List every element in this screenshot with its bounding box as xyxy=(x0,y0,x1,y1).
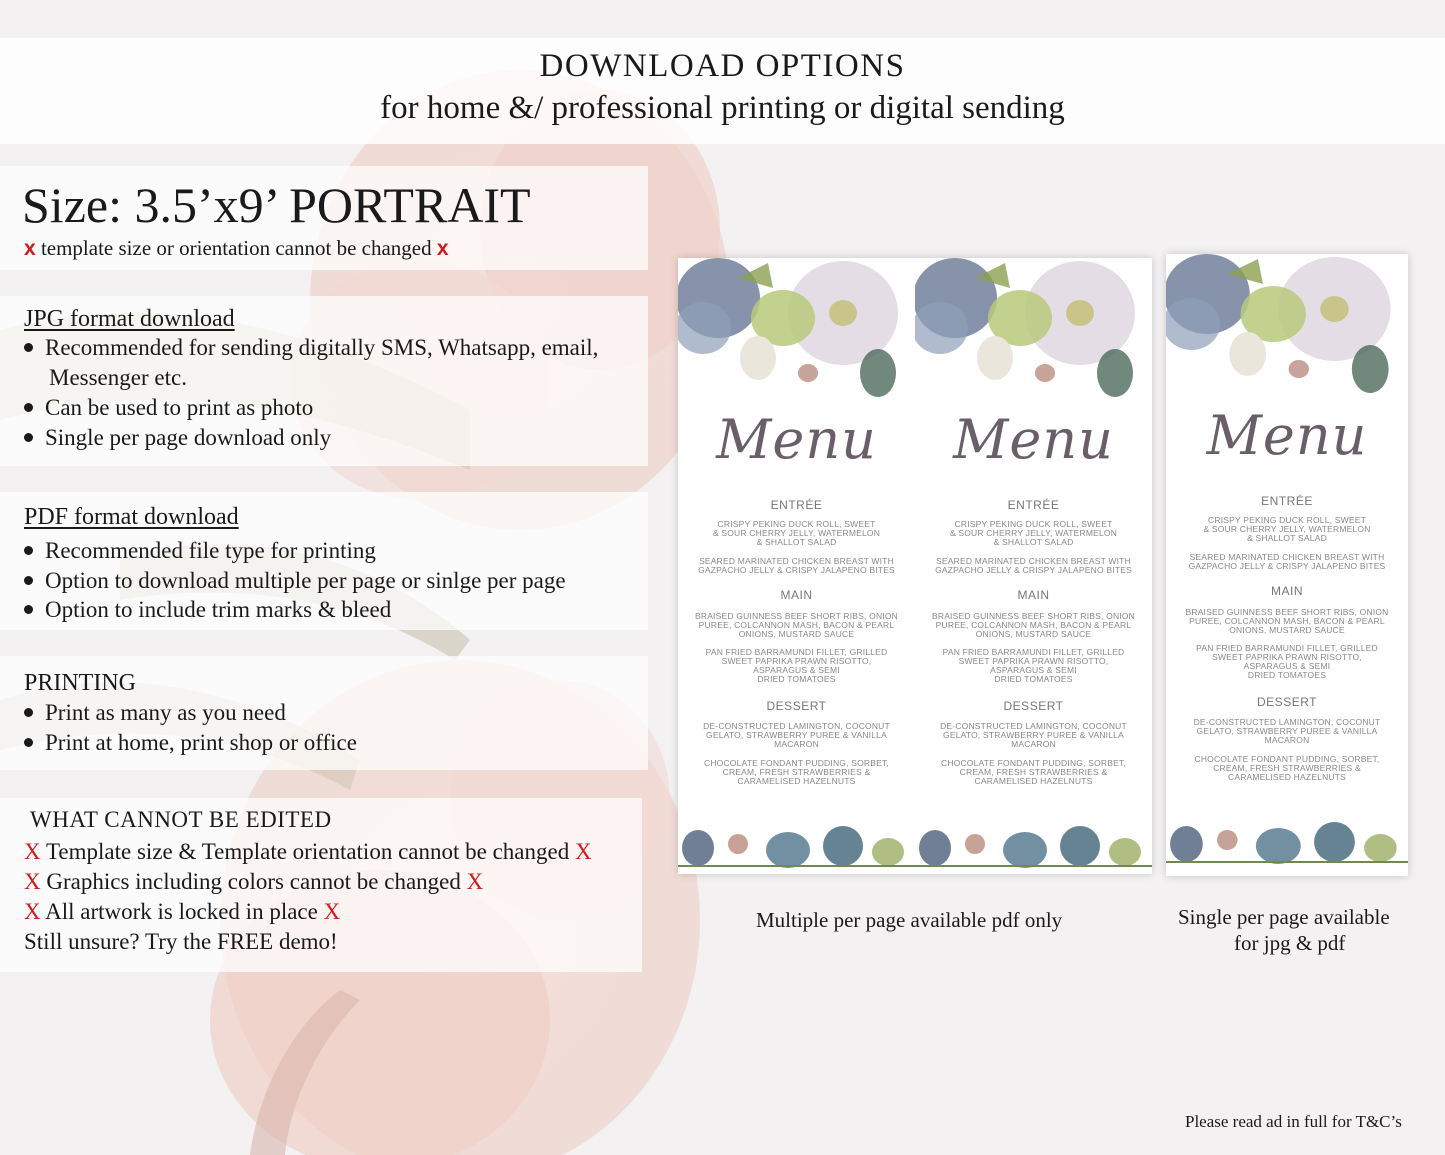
list-item: Single per page download only xyxy=(24,425,331,451)
bullet-icon xyxy=(24,403,33,412)
bullet-icon xyxy=(24,546,33,555)
menu-item-line: CRISPY PEKING DUCK ROLL, SWEET xyxy=(954,519,1113,529)
menu-item-line: ASPARAGUS & SEMI xyxy=(1243,661,1331,671)
terms-footnote: Please read ad in full for T&C’s xyxy=(1185,1112,1402,1131)
menu-item-line: PUREE, COLCANNON MASH, BACON & PEARL xyxy=(1189,616,1385,626)
floral-bottom-illustration xyxy=(1166,812,1408,868)
red-x-icon: X xyxy=(24,839,41,864)
single-caption-line-1: Single per page available xyxy=(1178,905,1390,929)
menu-item-line: PAN FRIED BARRAMUNDI FILLET, GRILLED xyxy=(705,647,888,657)
menu-item-line: GELATO, STRAWBERRY PUREE & VANILLA xyxy=(706,730,887,740)
red-x-icon: X xyxy=(24,899,41,924)
size-title: Size: 3.5’x9’ PORTRAIT xyxy=(22,177,531,233)
menu-item-line: ASPARAGUS & SEMI xyxy=(753,665,840,675)
menu-script-title: Menu xyxy=(716,408,877,471)
list-item: Messenger etc. xyxy=(49,365,187,390)
menu-section-entree: ENTRÉE xyxy=(1261,494,1313,508)
single-caption-line-2: for jpg & pdf xyxy=(1234,931,1346,955)
menu-item-line: MACARON xyxy=(1264,735,1310,745)
printing-heading: PRINTING xyxy=(24,670,136,696)
menu-card xyxy=(915,258,1152,874)
red-x-icon: X xyxy=(574,839,592,864)
list-item: Print as many as you need xyxy=(24,700,286,726)
menu-item-line: SWEET PAPRIKA PRAWN RISOTTO, xyxy=(721,656,872,666)
menu-item-line: SWEET PAPRIKA PRAWN RISOTTO, xyxy=(1212,652,1362,662)
floral-top-illustration xyxy=(915,258,1152,398)
menu-card xyxy=(678,258,915,874)
menu-card xyxy=(1166,254,1408,870)
list-item: X Graphics including colors cannot be changed X xyxy=(24,869,484,894)
menu-item-line: MACARON xyxy=(774,739,819,749)
menu-item-line: SEARED MARINATED CHICKEN BREAST WITH xyxy=(699,556,894,566)
floral-top-illustration xyxy=(1166,254,1408,394)
menu-item-line: DRIED TOMATOES xyxy=(1247,670,1327,680)
menu-item-line: & SHALLOT SALAD xyxy=(1247,533,1327,543)
list-item: X Template size & Template orientation cannot be changed X xyxy=(24,839,592,864)
bullet-icon xyxy=(24,605,33,614)
list-item: Print at home, print shop or office xyxy=(24,730,357,756)
page-subtitle: for home &/ professional printing or digital sending xyxy=(380,90,1065,126)
bullet-icon xyxy=(24,576,33,585)
menu-item-line: GELATO, STRAWBERRY PUREE & VANILLA xyxy=(943,730,1124,740)
menu-section-entree: ENTRÉE xyxy=(770,498,823,512)
menu-item-line: DE-CONSTRUCTED LAMINGTON, COCONUT xyxy=(940,721,1127,731)
jpg-panel xyxy=(0,296,648,466)
menu-item-line: CREAM, FRESH STRAWBERRIES & xyxy=(1213,763,1361,773)
menu-item-line: PUREE, COLCANNON MASH, BACON & PEARL xyxy=(935,620,1132,630)
size-note-text: template size or orientation cannot be changed xyxy=(40,236,432,260)
menu-section-main: MAIN xyxy=(1271,584,1303,598)
menu-item-line: DRIED TOMATOES xyxy=(757,674,836,684)
menu-item-line: SWEET PAPRIKA PRAWN RISOTTO, xyxy=(958,656,1109,666)
red-x-icon: x xyxy=(436,237,449,260)
list-item: Can be used to print as photo xyxy=(24,395,313,421)
menu-item-line: CHOCOLATE FONDANT PUDDING, SORBET, xyxy=(940,758,1126,768)
size-panel xyxy=(0,166,648,270)
red-x-icon: X xyxy=(466,869,484,894)
printing-panel xyxy=(0,656,648,770)
list-item: Option to download multiple per page or sinlge per page xyxy=(24,568,566,594)
menu-item-line: GELATO, STRAWBERRY PUREE & VANILLA xyxy=(1196,726,1378,736)
menu-item-line: ONIONS, MUSTARD SAUCE xyxy=(738,629,855,639)
menu-item-line: BRAISED GUINNESS BEEF SHORT RIBS, ONION xyxy=(931,611,1136,621)
menu-item-line: GAZPACHO JELLY & CRISPY JALAPENO BITES xyxy=(935,565,1132,575)
red-x-icon: X xyxy=(24,869,41,894)
menu-item-line: CHOCOLATE FONDANT PUDDING, SORBET, xyxy=(1194,754,1380,764)
red-x-icon: x xyxy=(24,237,36,260)
menu-item-line: CARAMELISED HAZELNUTS xyxy=(1227,772,1347,782)
menu-section-dessert: DESSERT xyxy=(1257,695,1317,709)
bullet-icon xyxy=(24,738,33,747)
list-item: Option to include trim marks & bleed xyxy=(24,597,391,623)
page-title: DOWNLOAD OPTIONS xyxy=(539,48,906,84)
floral-top-illustration xyxy=(678,258,915,398)
menu-item-line: GAZPACHO JELLY & CRISPY JALAPENO BITES xyxy=(698,565,895,575)
bullet-icon xyxy=(24,343,33,352)
menu-item-line: & SHALLOT SALAD xyxy=(756,537,837,547)
menu-item-line: ONIONS, MUSTARD SAUCE xyxy=(1229,625,1345,635)
menu-script-title: Menu xyxy=(953,408,1114,471)
menu-item-line: CARAMELISED HAZELNUTS xyxy=(737,776,856,786)
red-x-icon: X xyxy=(323,899,341,924)
menu-item-line: DE-CONSTRUCTED LAMINGTON, COCONUT xyxy=(703,721,890,731)
bullet-icon xyxy=(24,433,33,442)
menu-section-dessert: DESSERT xyxy=(766,699,827,713)
list-item: Recommended for sending digitally SMS, Whatsapp, email, xyxy=(24,335,598,361)
menu-item-line: CREAM, FRESH STRAWBERRIES & xyxy=(722,767,871,777)
menu-section-dessert: DESSERT xyxy=(1003,699,1064,713)
floral-bottom-illustration xyxy=(915,816,1152,872)
menu-item-line: BRAISED GUINNESS BEEF SHORT RIBS, ONION xyxy=(694,611,899,621)
cannot-edit-panel xyxy=(0,798,642,972)
menu-item-line: & SOUR CHERRY JELLY, WATERMELON xyxy=(949,528,1118,538)
multiple-per-page-preview xyxy=(678,258,1152,874)
menu-item-line: SEARED MARINATED CHICKEN BREAST WITH xyxy=(1189,552,1385,562)
menu-item-line: GAZPACHO JELLY & CRISPY JALAPENO BITES xyxy=(1188,561,1386,571)
menu-item-line: DRIED TOMATOES xyxy=(994,674,1073,684)
menu-item-line: PUREE, COLCANNON MASH, BACON & PEARL xyxy=(698,620,895,630)
menu-item-line: SEARED MARINATED CHICKEN BREAST WITH xyxy=(936,556,1131,566)
menu-section-entree: ENTRÉE xyxy=(1007,498,1060,512)
menu-item-line: CARAMELISED HAZELNUTS xyxy=(974,776,1093,786)
menu-item-line: BRAISED GUINNESS BEEF SHORT RIBS, ONION xyxy=(1185,607,1389,617)
menu-item-line: & SOUR CHERRY JELLY, WATERMELON xyxy=(1203,524,1371,534)
menu-item-line: CREAM, FRESH STRAWBERRIES & xyxy=(959,767,1108,777)
single-per-page-preview xyxy=(1166,254,1408,876)
cannot-edit-heading: WHAT CANNOT BE EDITED xyxy=(30,807,332,832)
menu-item-line: & SOUR CHERRY JELLY, WATERMELON xyxy=(712,528,881,538)
menu-item-line: MACARON xyxy=(1011,739,1056,749)
menu-item-line: ONIONS, MUSTARD SAUCE xyxy=(975,629,1092,639)
menu-item-line: CRISPY PEKING DUCK ROLL, SWEET xyxy=(717,519,876,529)
bullet-icon xyxy=(24,708,33,717)
demo-note: Still unsure? Try the FREE demo! xyxy=(24,929,338,954)
list-item: X All artwork is locked in place X xyxy=(24,899,341,924)
menu-item-line: & SHALLOT SALAD xyxy=(993,537,1074,547)
header-banner xyxy=(0,38,1445,144)
multiple-caption: Multiple per page available pdf only xyxy=(756,908,1063,932)
menu-item-line: PAN FRIED BARRAMUNDI FILLET, GRILLED xyxy=(1196,643,1378,653)
menu-section-main: MAIN xyxy=(780,588,813,602)
menu-item-line: ASPARAGUS & SEMI xyxy=(990,665,1077,675)
list-item: Recommended file type for printing xyxy=(24,538,376,564)
pdf-panel xyxy=(0,492,648,630)
menu-script-title: Menu xyxy=(1206,404,1368,467)
menu-item-line: PAN FRIED BARRAMUNDI FILLET, GRILLED xyxy=(942,647,1125,657)
floral-bottom-illustration xyxy=(678,816,915,872)
menu-item-line: DE-CONSTRUCTED LAMINGTON, COCONUT xyxy=(1193,717,1381,727)
menu-section-main: MAIN xyxy=(1017,588,1050,602)
pdf-heading: PDF format download xyxy=(24,504,239,530)
jpg-heading: JPG format download xyxy=(24,306,235,332)
size-note xyxy=(24,236,449,261)
menu-item-line: CHOCOLATE FONDANT PUDDING, SORBET, xyxy=(703,758,889,768)
menu-item-line: CRISPY PEKING DUCK ROLL, SWEET xyxy=(1208,515,1366,525)
